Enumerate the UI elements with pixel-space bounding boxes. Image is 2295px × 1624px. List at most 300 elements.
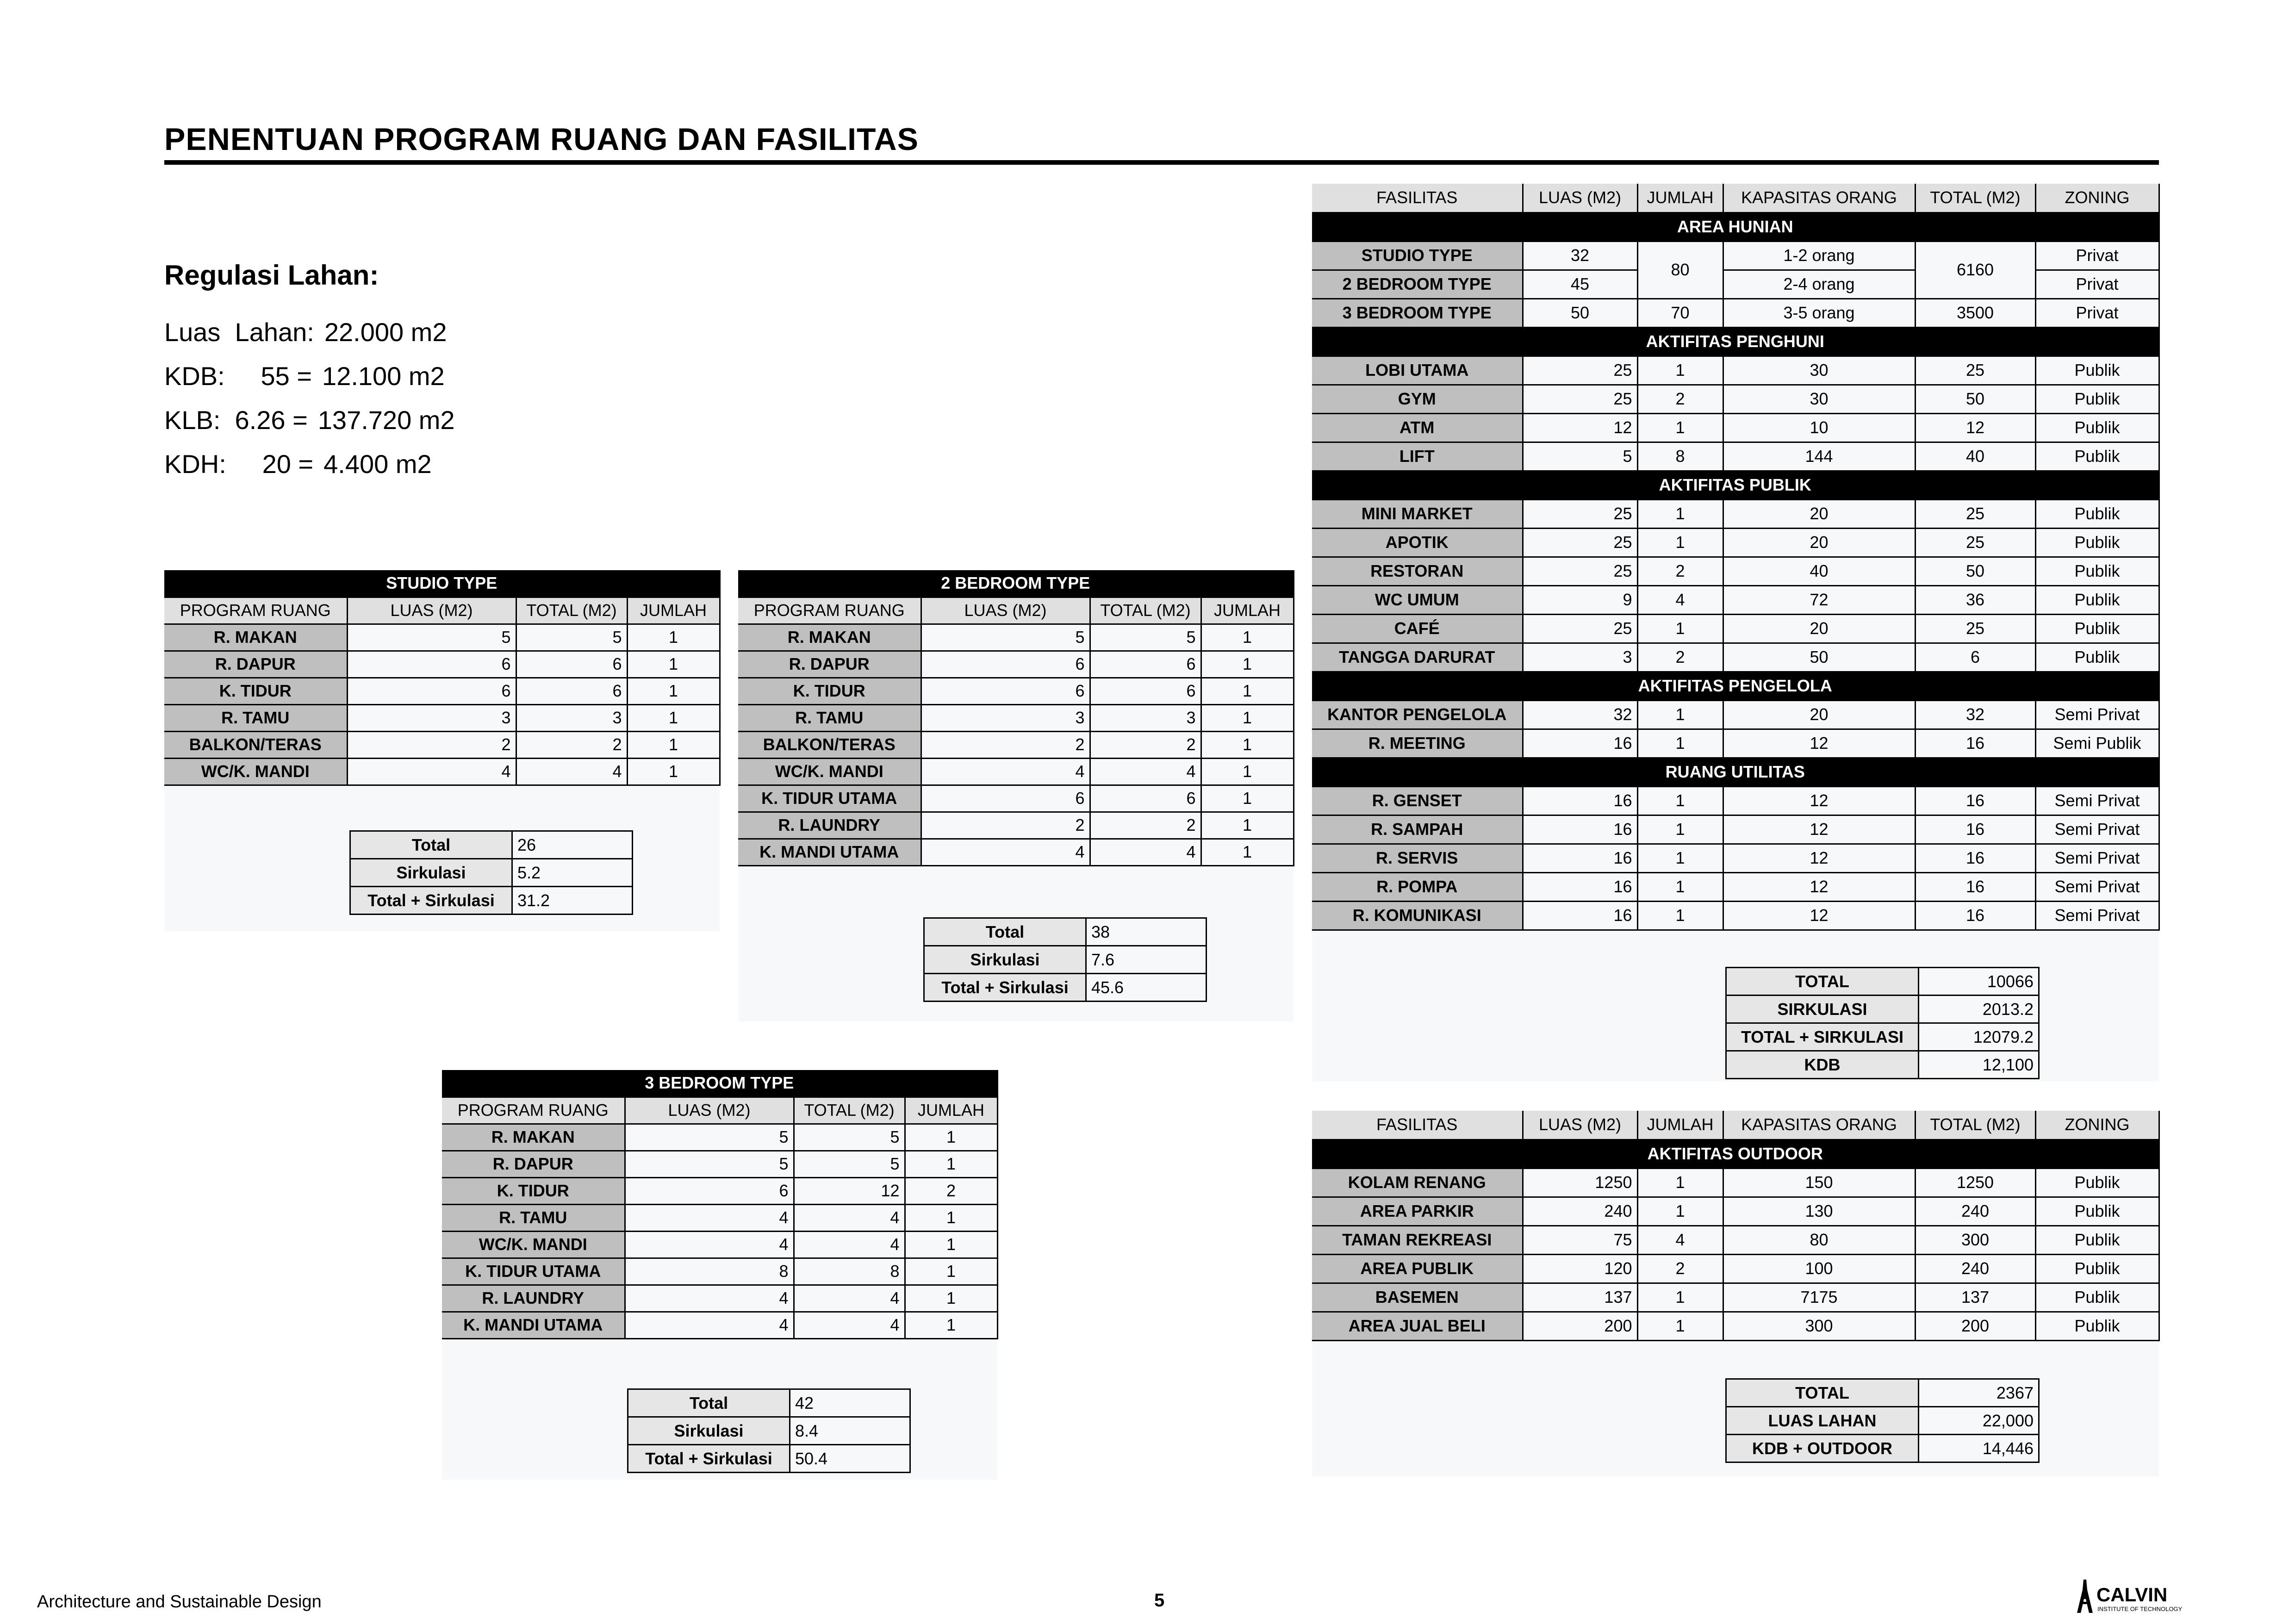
table-row (1312, 901, 2159, 930)
summary-value: 14,446 (1919, 1435, 2039, 1462)
kapasitas-value: 3-5 orang (1723, 299, 1915, 327)
facility-name: R. KOMUNIKASI (1312, 901, 1523, 930)
jumlah-value: 1 (905, 1285, 997, 1312)
total-value: 300 (1915, 1226, 2035, 1254)
kapasitas-value: 20 (1723, 528, 1915, 557)
summary-value: 12079.2 (1919, 1023, 2039, 1051)
zoning-value: Semi Privat (2035, 786, 2159, 815)
luas-value: 32 (1523, 241, 1637, 270)
total-value: 16 (1915, 815, 2035, 844)
jumlah-value: 4 (1637, 585, 1723, 614)
luas-value: 4 (625, 1285, 794, 1312)
total-value: 2 (1090, 731, 1201, 758)
summary-value: 26 (512, 831, 633, 859)
kapasitas-value: 80 (1723, 1226, 1915, 1254)
table-row (1312, 557, 2159, 585)
jumlah-value: 2 (1637, 1254, 1723, 1283)
kapasitas-value: 144 (1723, 442, 1915, 471)
total-value: 200 (1915, 1312, 2035, 1340)
luas-value: 2 (347, 731, 516, 758)
jumlah-value: 1 (1637, 700, 1723, 729)
table-row (164, 758, 720, 785)
luas-value: 1250 (1523, 1168, 1637, 1197)
bedroom2-summary-table (923, 917, 1207, 1002)
room-name: BALKON/TERAS (164, 731, 347, 758)
table-row (1312, 528, 2159, 557)
luas-value: 5 (625, 1124, 794, 1151)
table-row (164, 704, 720, 731)
room-name: R. MAKAN (442, 1124, 625, 1151)
total-value: 5 (794, 1151, 905, 1177)
room-name: R. DAPUR (738, 651, 921, 678)
luas-value: 16 (1523, 844, 1637, 872)
zoning-value: Publik (2035, 614, 2159, 643)
total-value: 32 (1915, 700, 2035, 729)
jumlah-value: 1 (1637, 413, 1723, 442)
summary-row (1726, 1407, 2039, 1435)
room-name: R. MAKAN (164, 624, 347, 651)
facility-name: LIFT (1312, 442, 1523, 471)
kapasitas-value: 12 (1723, 872, 1915, 901)
room-name: WC/K. MANDI (738, 758, 921, 785)
bedroom2-table (738, 570, 1294, 866)
zoning-value: Semi Privat (2035, 872, 2159, 901)
luas-value: 4 (921, 839, 1090, 865)
regulasi-value: 22.000 m2 (324, 317, 447, 347)
section-row (1312, 672, 2159, 700)
summary-row (628, 1445, 910, 1473)
facility-name: MINI MARKET (1312, 499, 1523, 528)
zoning-value: Publik (2035, 1168, 2159, 1197)
regulasi-label: KDH: 20 = (164, 449, 314, 479)
studio-summary-table (349, 830, 633, 915)
total-value: 2 (516, 731, 627, 758)
luas-value: 6 (921, 785, 1090, 812)
total-value: 4 (794, 1231, 905, 1258)
outdoor-table (1312, 1111, 2160, 1341)
regulasi-label: Luas Lahan: (164, 317, 314, 347)
total-value: 12 (794, 1177, 905, 1204)
luas-value: 5 (625, 1151, 794, 1177)
luas-value: 25 (1523, 385, 1637, 413)
kapasitas-value: 12 (1723, 729, 1915, 758)
summary-row (350, 859, 633, 887)
luas-value: 5 (921, 624, 1090, 651)
facility-name: RESTORAN (1312, 557, 1523, 585)
summary-row (1726, 1051, 2039, 1079)
summary-value: 50.4 (790, 1445, 910, 1473)
table-row (164, 651, 720, 678)
jumlah-value: 1 (1201, 839, 1294, 865)
jumlah-value: 1 (905, 1204, 997, 1231)
luas-value: 9 (1523, 585, 1637, 614)
jumlah-value: 1 (905, 1258, 997, 1285)
header-row (164, 597, 720, 624)
table-row (1312, 815, 2159, 844)
summary-label: Sirkulasi (628, 1417, 790, 1445)
total-value: 6 (516, 651, 627, 678)
zoning-value: Semi Privat (2035, 844, 2159, 872)
summary-row (350, 831, 633, 859)
summary-label: Sirkulasi (350, 859, 512, 887)
section-row (1312, 1139, 2159, 1168)
zoning-value: Semi Privat (2035, 901, 2159, 930)
facility-name: 3 BEDROOM TYPE (1312, 299, 1523, 327)
table-row (1312, 385, 2159, 413)
summary-value: 45.6 (1086, 974, 1207, 1002)
total-value: 6 (1915, 643, 2035, 672)
table-row (442, 1231, 997, 1258)
column-header: PROGRAM RUANG (738, 597, 921, 624)
column-header: ZONING (2035, 184, 2159, 212)
summary-row (924, 918, 1207, 946)
table-row (1312, 844, 2159, 872)
column-header: LUAS (M2) (1523, 1111, 1637, 1139)
luas-value: 4 (625, 1231, 794, 1258)
column-header: PROGRAM RUANG (442, 1097, 625, 1124)
table-row (738, 812, 1294, 839)
zoning-value: Publik (2035, 528, 2159, 557)
total-value: 240 (1915, 1197, 2035, 1226)
summary-value: 42 (790, 1389, 910, 1417)
zoning-value: Publik (2035, 356, 2159, 385)
jumlah-value: 1 (905, 1231, 997, 1258)
summary-row (924, 946, 1207, 974)
zoning-value: Publik (2035, 1197, 2159, 1226)
tower-icon (2073, 1576, 2184, 1618)
column-header: JUMLAH (1637, 1111, 1723, 1139)
luas-value: 6 (921, 651, 1090, 678)
summary-label: TOTAL (1726, 968, 1919, 996)
luas-value: 25 (1523, 356, 1637, 385)
room-name: WC/K. MANDI (164, 758, 347, 785)
luas-value: 16 (1523, 815, 1637, 844)
table-row (1312, 1312, 2159, 1340)
zoning-value: Semi Privat (2035, 815, 2159, 844)
kapasitas-value: 30 (1723, 356, 1915, 385)
luas-value: 2 (921, 812, 1090, 839)
title-divider (164, 160, 2159, 165)
table-row (1312, 1168, 2159, 1197)
column-header: KAPASITAS ORANG (1723, 184, 1915, 212)
room-name: K. TIDUR UTAMA (738, 785, 921, 812)
zoning-value: Publik (2035, 499, 2159, 528)
facility-name: BASEMEN (1312, 1283, 1523, 1312)
facility-name: WC UMUM (1312, 585, 1523, 614)
jumlah-value: 2 (1637, 643, 1723, 672)
kapasitas-value: 50 (1723, 643, 1915, 672)
total-value: 16 (1915, 872, 2035, 901)
total-value: 4 (1090, 839, 1201, 865)
facility-name: CAFÉ (1312, 614, 1523, 643)
room-name: R. TAMU (738, 704, 921, 731)
table-row (442, 1177, 997, 1204)
table-title: STUDIO TYPE (164, 570, 720, 597)
regulasi-line (164, 317, 447, 347)
table-row (164, 678, 720, 704)
column-header: TOTAL (M2) (516, 597, 627, 624)
section-title: AKTIFITAS PENGHUNI (1312, 327, 2159, 356)
section-title: AKTIFITAS OUTDOOR (1312, 1139, 2159, 1168)
fasilitas-summary-table (1725, 967, 2040, 1079)
total-value: 4 (794, 1285, 905, 1312)
jumlah-value: 1 (1637, 844, 1723, 872)
kapasitas-value: 2-4 orang (1723, 270, 1915, 299)
outdoor-panel (1312, 1111, 2159, 1476)
total-value: 1250 (1915, 1168, 2035, 1197)
summary-label: KDB (1726, 1051, 1919, 1079)
total-value: 12 (1915, 413, 2035, 442)
jumlah-value: 1 (1201, 812, 1294, 839)
total-value: 16 (1915, 901, 2035, 930)
total-value: 4 (1090, 758, 1201, 785)
jumlah-value: 1 (1637, 1197, 1723, 1226)
luas-value: 16 (1523, 729, 1637, 758)
room-name: R. DAPUR (164, 651, 347, 678)
jumlah-value: 1 (1637, 499, 1723, 528)
table-row (738, 731, 1294, 758)
jumlah-value: 1 (1201, 704, 1294, 731)
column-header: LUAS (M2) (1523, 184, 1637, 212)
luas-value: 5 (347, 624, 516, 651)
total-value: 25 (1915, 614, 2035, 643)
bedroom2-panel (738, 570, 1294, 1021)
luas-value: 16 (1523, 786, 1637, 815)
total-value: 40 (1915, 442, 2035, 471)
summary-value: 5.2 (512, 859, 633, 887)
table-title: 2 BEDROOM TYPE (738, 570, 1294, 597)
jumlah-value: 1 (627, 731, 720, 758)
total-value: 6 (516, 678, 627, 704)
luas-value: 4 (347, 758, 516, 785)
facility-name: R. SAMPAH (1312, 815, 1523, 844)
page-number: 5 (1154, 1590, 1165, 1611)
regulasi-value: 12.100 m2 (322, 361, 445, 391)
luas-value: 25 (1523, 528, 1637, 557)
zoning-value: Privat (2035, 270, 2159, 299)
facility-name: AREA PUBLIK (1312, 1254, 1523, 1283)
luas-value: 4 (625, 1204, 794, 1231)
luas-value: 120 (1523, 1254, 1637, 1283)
section-row (1312, 471, 2159, 499)
header-row (1312, 1111, 2159, 1139)
bedroom3-summary-table (627, 1388, 911, 1473)
table-row (738, 839, 1294, 865)
jumlah-value: 1 (1201, 624, 1294, 651)
column-header: JUMLAH (627, 597, 720, 624)
total-value: 6 (1090, 651, 1201, 678)
room-name: R. TAMU (442, 1204, 625, 1231)
table-row (442, 1124, 997, 1151)
summary-label: Total (924, 918, 1086, 946)
section-row (1312, 758, 2159, 786)
column-header: FASILITAS (1312, 184, 1523, 212)
outdoor-summary-table (1725, 1378, 2040, 1463)
luas-value: 5 (1523, 442, 1637, 471)
table-row (1312, 1283, 2159, 1312)
jumlah-value: 1 (627, 651, 720, 678)
table-row (442, 1204, 997, 1231)
fasilitas-table (1312, 184, 2160, 931)
table-row (1312, 872, 2159, 901)
luas-value: 6 (347, 678, 516, 704)
table-row (1312, 241, 2159, 270)
luas-value: 4 (625, 1312, 794, 1338)
column-header: PROGRAM RUANG (164, 597, 347, 624)
total-value: 240 (1915, 1254, 2035, 1283)
summary-value: 10066 (1919, 968, 2039, 996)
luas-value: 16 (1523, 872, 1637, 901)
table-row (1312, 643, 2159, 672)
table-row (442, 1151, 997, 1177)
column-header: KAPASITAS ORANG (1723, 1111, 1915, 1139)
table-row (1312, 786, 2159, 815)
zoning-value: Publik (2035, 1254, 2159, 1283)
luas-value: 6 (347, 651, 516, 678)
table-row (738, 785, 1294, 812)
zoning-value: Publik (2035, 1226, 2159, 1254)
jumlah-value: 1 (1201, 678, 1294, 704)
facility-name: AREA JUAL BELI (1312, 1312, 1523, 1340)
table-row (1312, 585, 2159, 614)
summary-value: 38 (1086, 918, 1207, 946)
total-value: 36 (1915, 585, 2035, 614)
jumlah-value: 2 (905, 1177, 997, 1204)
luas-value: 50 (1523, 299, 1637, 327)
zoning-value: Publik (2035, 413, 2159, 442)
luas-value: 16 (1523, 901, 1637, 930)
facility-name: ATM (1312, 413, 1523, 442)
table-row (1312, 356, 2159, 385)
jumlah-value: 1 (1637, 901, 1723, 930)
column-header: JUMLAH (905, 1097, 997, 1124)
table-row (738, 651, 1294, 678)
total-value: 5 (516, 624, 627, 651)
column-header: LUAS (M2) (921, 597, 1090, 624)
total-value: 6160 (1915, 241, 2035, 299)
column-header: JUMLAH (1201, 597, 1294, 624)
zoning-value: Publik (2035, 585, 2159, 614)
luas-value: 6 (921, 678, 1090, 704)
kapasitas-value: 12 (1723, 844, 1915, 872)
section-row (1312, 212, 2159, 241)
summary-row (1726, 996, 2039, 1023)
zoning-value: Publik (2035, 442, 2159, 471)
summary-label: Total + Sirkulasi (628, 1445, 790, 1473)
luas-value: 45 (1523, 270, 1637, 299)
zoning-value: Semi Privat (2035, 700, 2159, 729)
table-row (164, 731, 720, 758)
facility-name: TANGGA DARURAT (1312, 643, 1523, 672)
zoning-value: Publik (2035, 643, 2159, 672)
facility-name: GYM (1312, 385, 1523, 413)
room-name: R. LAUNDRY (442, 1285, 625, 1312)
logo-wordmark: CALVIN (2096, 1584, 2168, 1605)
zoning-value: Semi Publik (2035, 729, 2159, 758)
summary-value: 7.6 (1086, 946, 1207, 974)
luas-value: 8 (625, 1258, 794, 1285)
total-value: 25 (1915, 356, 2035, 385)
facility-name: APOTIK (1312, 528, 1523, 557)
table-row (738, 624, 1294, 651)
page-title: PENENTUAN PROGRAM RUANG DAN FASILITAS (164, 122, 919, 157)
summary-label: SIRKULASI (1726, 996, 1919, 1023)
summary-label: Total (350, 831, 512, 859)
jumlah-value: 1 (1637, 614, 1723, 643)
section-title: AKTIFITAS PENGELOLA (1312, 672, 2159, 700)
table-row (1312, 299, 2159, 327)
summary-row (1726, 1435, 2039, 1462)
room-name: R. LAUNDRY (738, 812, 921, 839)
kapasitas-value: 7175 (1723, 1283, 1915, 1312)
luas-value: 200 (1523, 1312, 1637, 1340)
total-value: 137 (1915, 1283, 2035, 1312)
total-value: 25 (1915, 528, 2035, 557)
jumlah-value: 1 (1637, 786, 1723, 815)
luas-value: 32 (1523, 700, 1637, 729)
summary-value: 8.4 (790, 1417, 910, 1445)
institute-logo (2073, 1576, 2184, 1618)
summary-value: 2367 (1919, 1379, 2039, 1407)
total-value: 5 (1090, 624, 1201, 651)
room-name: WC/K. MANDI (442, 1231, 625, 1258)
bedroom3-table (442, 1070, 998, 1339)
luas-value: 240 (1523, 1197, 1637, 1226)
kapasitas-value: 12 (1723, 786, 1915, 815)
luas-value: 25 (1523, 614, 1637, 643)
kapasitas-value: 1-2 orang (1723, 241, 1915, 270)
jumlah-value: 1 (1637, 729, 1723, 758)
kapasitas-value: 300 (1723, 1312, 1915, 1340)
summary-label: TOTAL (1726, 1379, 1919, 1407)
summary-label: Total + Sirkulasi (924, 974, 1086, 1002)
total-value: 50 (1915, 385, 2035, 413)
total-value: 6 (1090, 785, 1201, 812)
kapasitas-value: 40 (1723, 557, 1915, 585)
column-header: TOTAL (M2) (1090, 597, 1201, 624)
total-value: 25 (1915, 499, 2035, 528)
jumlah-value: 80 (1637, 241, 1723, 299)
table-row (1312, 1226, 2159, 1254)
table-title-row (164, 570, 720, 597)
facility-name: TAMAN REKREASI (1312, 1226, 1523, 1254)
facility-name: LOBI UTAMA (1312, 356, 1523, 385)
jumlah-value: 1 (627, 758, 720, 785)
jumlah-value: 1 (1637, 872, 1723, 901)
jumlah-value: 1 (905, 1124, 997, 1151)
column-header: TOTAL (M2) (1915, 184, 2035, 212)
studio-panel (164, 570, 720, 931)
room-name: K. TIDUR UTAMA (442, 1258, 625, 1285)
room-name: R. DAPUR (442, 1151, 625, 1177)
logo-subtitle: INSTITUTE OF TECHNOLOGY (2097, 1605, 2183, 1612)
luas-value: 2 (921, 731, 1090, 758)
facility-name: R. MEETING (1312, 729, 1523, 758)
kapasitas-value: 20 (1723, 499, 1915, 528)
jumlah-value: 1 (627, 704, 720, 731)
jumlah-value: 2 (1637, 557, 1723, 585)
total-value: 50 (1915, 557, 2035, 585)
section-row (1312, 327, 2159, 356)
total-value: 4 (516, 758, 627, 785)
section-title: AREA HUNIAN (1312, 212, 2159, 241)
jumlah-value: 2 (1637, 385, 1723, 413)
summary-row (1726, 1379, 2039, 1407)
regulasi-value: 4.400 m2 (323, 449, 432, 479)
fasilitas-panel (1312, 184, 2159, 1082)
total-value: 3500 (1915, 299, 2035, 327)
summary-row (1726, 1023, 2039, 1051)
